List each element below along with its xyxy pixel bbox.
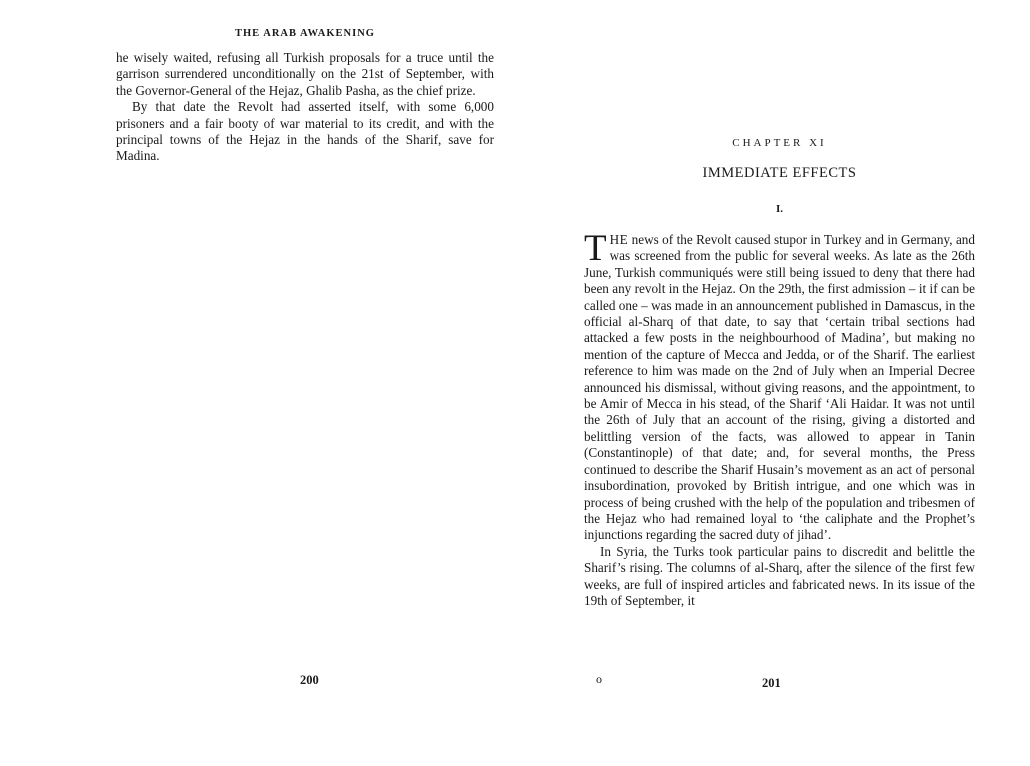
paragraph: By that date the Revolt had asserted itself, with some 6,000 prisoners and a fair booty of war material to its credit, and with the principal towns of the Hejaz in the hands of the Sharif, save for Madina. (116, 99, 494, 164)
drop-cap: T (584, 228, 607, 269)
opening-paragraph-text: news of the Revolt caused stupor in Turkey and in Germany, and was screened from the public for several weeks. As late as the 26th June, Turkish communiqués were still being issued to deny that there had been any revolt in the Hejaz. On the 29th, the first admission – it if can be called one – was made in an announcement published in Damascus, in the official al-Sharq of that date, to say that ‘certain tribal sections had attacked a few posts in the neighbourhood of Madina’, but making no mention of the capture of Mecca and Jedda, or of the Sharif. The earliest reference to him was made on the 2nd of July when an Imperial Decree announced his dismissal, without giving reasons, and the appointment, to be Amir of Mecca in his stead, of the Sharif ‘Ali Haidar. It was not until the 26th of July that an account of the rising, giving a distorted and belittling version of the facts, was allowed to appear in Tanin (Constantinople) of that date; and, for several months, the Press continued to describe the Sharif Husain’s movement as an act of personal insubordination, provoked by British intrigue, and one which was in process of being crushed with the help of the population and tribesmen of the Hejaz who had remained loyal to ‘the caliphate and the Prophet’s injunctions regarding the sacred duty of jihad’. (584, 232, 975, 543)
paragraph: he wisely waited, refusing all Turkish proposals for a truce until the garrison surrendered unconditionally on the 21st of September, with the Governor-General of the Hejaz, Ghalib Pasha, as the chief prize. (116, 50, 494, 98)
page-number: 200 (300, 673, 319, 687)
signature-mark: o (596, 672, 602, 686)
running-head: THE ARAB AWAKENING (235, 28, 375, 39)
opening-small-caps: HE (609, 232, 629, 247)
chapter-title: IMMEDIATE EFFECTS (702, 165, 857, 181)
opening-paragraph (584, 228, 975, 544)
right-text-block (584, 228, 975, 609)
right-page (515, 0, 1030, 766)
section-number: I. (775, 203, 784, 215)
page-number: 201 (762, 676, 781, 690)
left-text-block (116, 50, 494, 165)
paragraph: In Syria, the Turks took particular pains to discredit and belittle the Sharif’s rising. The columns of al-Sharq, after the silence of the first few weeks, are full of inspired articles and fabricated news. In its issue of the 19th of September, it (584, 543, 975, 608)
chapter-label: CHAPTER XI (732, 137, 827, 149)
